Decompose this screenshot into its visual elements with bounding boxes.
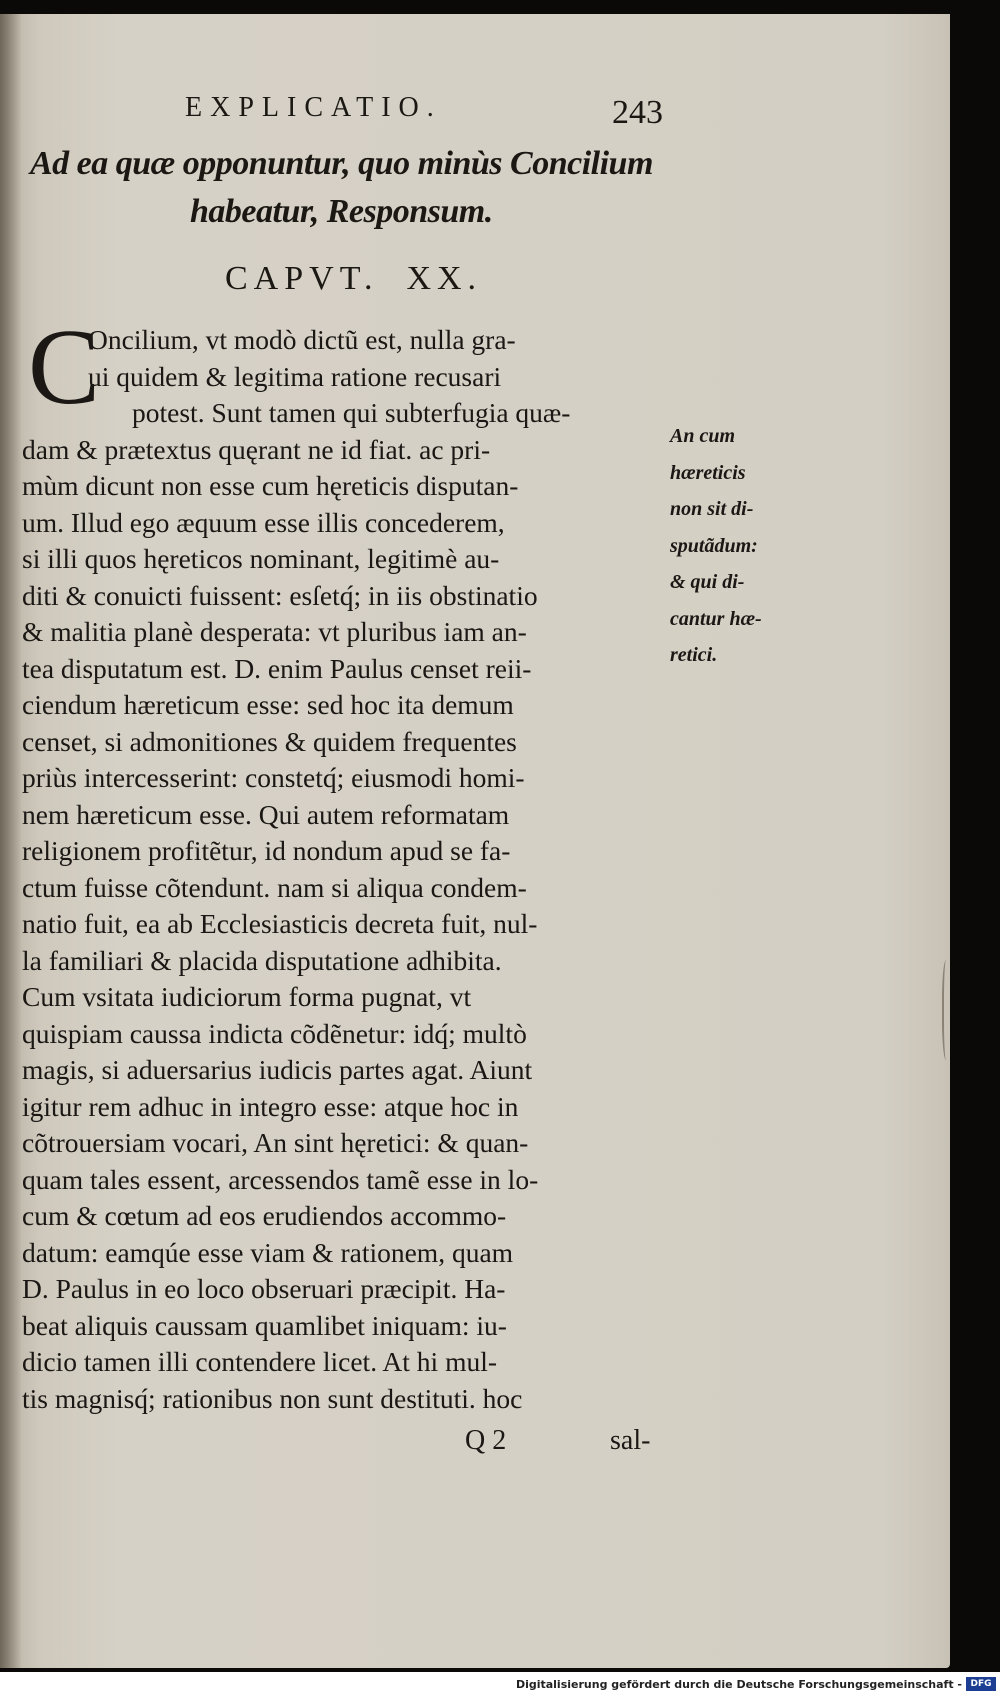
body-line: tis magnisq́; rationibus non sunt destituti. hoc [22,1382,523,1414]
running-head: EXPLICATIO. [185,92,442,123]
page-number: 243 [612,94,663,131]
body-line: quam tales essent, arcessendos tamẽ esse in lo- [22,1163,539,1195]
body-line: um. Illud ego æquum esse illis concederem, [22,506,505,538]
catchline [0,1425,950,1461]
body-line: ctum fuisse cõtendunt. nam si aliqua condem- [22,871,527,903]
body-line: cum & cœtum ad eos erudiendos accommo- [22,1200,507,1231]
page-edge-fold [942,960,952,1060]
margin-note-line: non sit di- [670,498,754,520]
margin-note-line: hæreticis [670,461,746,484]
digitization-footer [0,1672,1000,1698]
body-line: Oncilium, vt modò dictũ est, nulla gra- [88,324,516,355]
body-line: censet, si admonitiones & quidem frequentes [22,725,517,757]
dfg-logo: DFG [966,1677,996,1691]
drop-cap: C [28,308,101,427]
body-line: & malitia planè desperata: vt pluribus iam an- [22,616,527,647]
body-line: natio fuit, ea ab Ecclesiasticis decreta fuit, nul- [22,908,538,939]
gutter-shadow [0,14,22,1668]
signature-mark: Q 2 [465,1425,507,1456]
footer-credit: Digitalisierung gefördert durch die Deutsche Forschungsgemeinschaft - [515,1678,962,1691]
margin-note-line: sputãdum: [670,534,758,557]
body-line: Cum vsitata iudiciorum forma pugnat, vt [22,981,472,1012]
body-line: magis, si aduersarius iudicis partes agat. Aiunt [22,1054,533,1085]
marginal-note [670,418,810,674]
body-line: dam & prætextus quęrant ne id fiat. ac pri- [22,433,491,465]
title-line-2: habeatur, Responsum. [190,193,493,230]
page-header [0,92,950,132]
body-line: mùm dicunt non esse cum hęreticis disputan- [22,470,519,501]
chapter-number: XX. [406,260,483,297]
margin-note-line: An cum [670,425,736,447]
body-line: potest. Sunt tamen qui subterfugia quæ- [132,397,571,428]
body-line: priùs intercesserint: constetq́; eiusmodi homi- [22,762,525,793]
catchword: sal- [610,1425,651,1456]
margin-note-line: & qui di- [670,571,745,593]
body-line: cõtrouersiam vocari, An sint hęretici: & quan- [22,1127,529,1158]
chapter-label: CAPVT. [225,260,379,297]
margin-note-line: cantur hæ- [670,607,762,630]
body-line: beat aliquis caussam quamlibet iniquam: iu- [22,1309,507,1341]
title-line-1: Ad ea quæ opponuntur, quo minùs Concilium [30,145,653,182]
body-line: quispiam caussa indicta cõdẽnetur: idq́; multò [22,1017,527,1049]
body-line: tea disputatum est. D. enim Paulus censet reii- [22,652,532,684]
body-line: igitur rem adhuc in integro esse: atque hoc in [22,1090,519,1122]
chapter-heading [225,260,482,298]
body-line: religionem profitẽtur, id nondum apud se fa- [22,835,511,866]
body-line: datum: eamqúe esse viam & rationem, quam [22,1236,514,1268]
body-line: D. Paulus in eo loco obseruari præcipit. Ha- [22,1273,506,1304]
body-text [22,322,667,1417]
body-line: nem hæreticum esse. Qui autem reformatam [22,798,510,830]
section-title [30,140,670,236]
body-line: la familiari & placida disputatione adhibita. [22,944,502,976]
body-line: ui quidem & legitima ratione recusari [88,360,502,392]
body-line: diti & conuicti fuissent: esſetq́; in iis obstinatio [22,579,538,611]
body-line: si illi quos hęreticos nominant, legitimè au- [22,543,500,574]
body-line: dicio tamen illi contendere licet. At hi mul- [22,1346,498,1377]
margin-note-line: retici. [670,644,718,666]
body-line: ciendum hæreticum esse: sed hoc ita demum [22,689,514,720]
